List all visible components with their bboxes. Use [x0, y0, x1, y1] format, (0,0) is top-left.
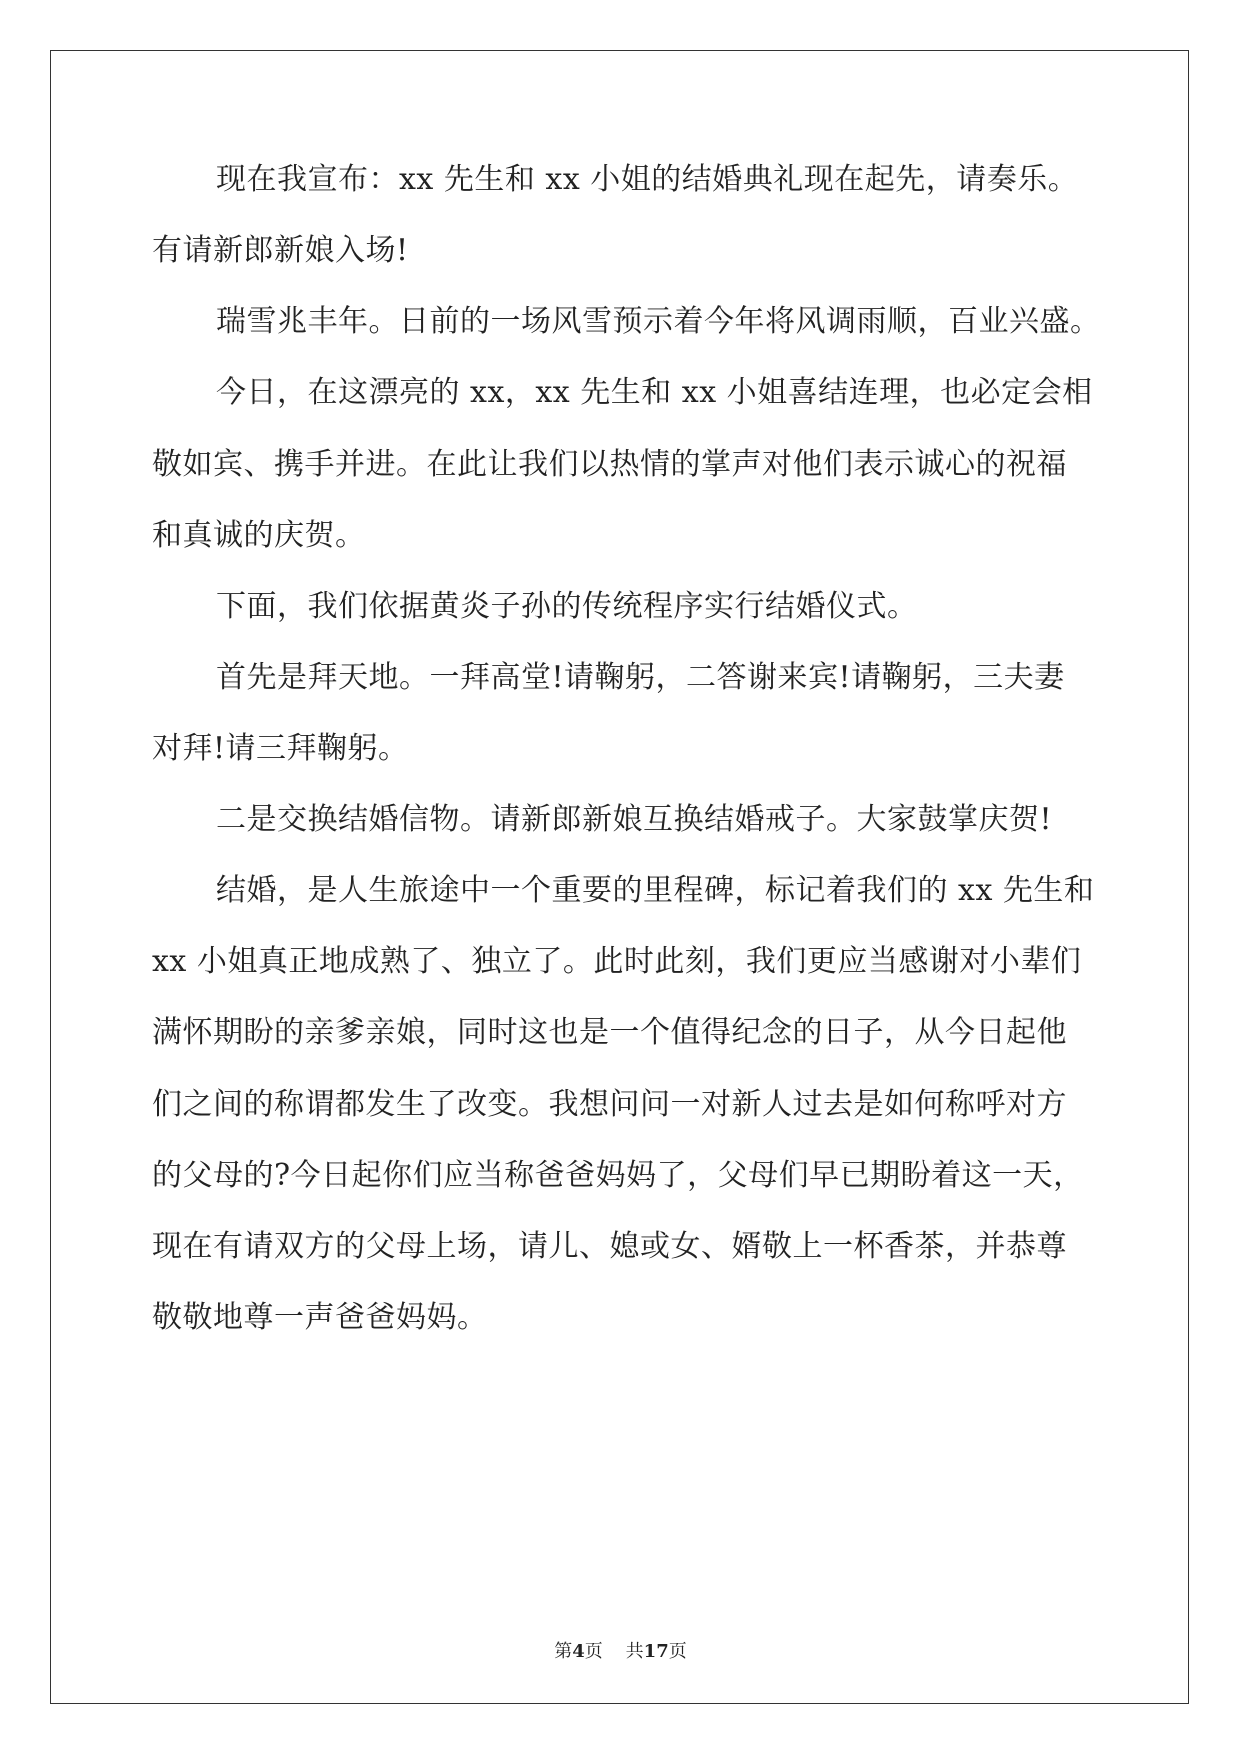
- paragraph-line: 二是交换结婚信物。请新郎新娘互换结婚戒子。大家鼓掌庆贺!: [216, 802, 1053, 837]
- paragraph-line: 现在我宣布：xx 先生和 xx 小姐的结婚典礼现在起先，请奏乐。: [216, 162, 1079, 197]
- paragraph-line: xx 小姐真正地成熟了、独立了。此时此刻，我们更应当感谢对小辈们: [152, 944, 1082, 979]
- paragraph-line: 今日，在这漂亮的 xx，xx 先生和 xx 小姐喜结连理，也必定会相: [216, 375, 1093, 410]
- paragraph-line: 们之间的称谓都发生了改变。我想问问一对新人过去是如何称呼对方: [152, 1087, 1067, 1122]
- total-prefix: 共: [625, 1641, 644, 1662]
- paragraph-line: 首先是拜天地。一拜高堂!请鞠躬，二答谢来宾!请鞠躬，三夫妻: [216, 660, 1065, 695]
- paragraph-line: 敬如宾、携手并进。在此让我们以热情的掌声对他们表示诚心的祝福: [152, 447, 1067, 482]
- paragraph-line: 对拜!请三拜鞠躬。: [152, 731, 409, 766]
- page-prefix: 第: [554, 1641, 573, 1662]
- page-number-footer: [0, 1637, 1241, 1663]
- paragraph-line: 的父母的?今日起你们应当称爸爸妈妈了，父母们早已期盼着这一天，: [152, 1158, 1084, 1193]
- paragraph-line: 敬敬地尊一声爸爸妈妈。: [152, 1300, 488, 1335]
- paragraph-line: 结婚，是人生旅途中一个重要的里程碑，标记着我们的 xx 先生和: [216, 873, 1095, 908]
- total-page-count: 17: [643, 1641, 669, 1662]
- current-page-number: 4: [572, 1641, 585, 1662]
- paragraph-line: 有请新郎新娘入场!: [152, 233, 409, 268]
- page-suffix: 页: [584, 1641, 603, 1662]
- total-suffix: 页: [668, 1641, 687, 1662]
- paragraph-line: 下面，我们依据黄炎子孙的传统程序实行结婚仪式。: [216, 589, 918, 624]
- paragraph-line: 瑞雪兆丰年。日前的一场风雪预示着今年将风调雨顺，百业兴盛。: [216, 304, 1101, 339]
- paragraph-line: 满怀期盼的亲爹亲娘，同时这也是一个值得纪念的日子，从今日起他: [152, 1015, 1067, 1050]
- paragraph-line: 和真诚的庆贺。: [152, 518, 366, 553]
- paragraph-line: 现在有请双方的父母上场，请儿、媳或女、婿敬上一杯香茶，并恭尊: [152, 1229, 1067, 1264]
